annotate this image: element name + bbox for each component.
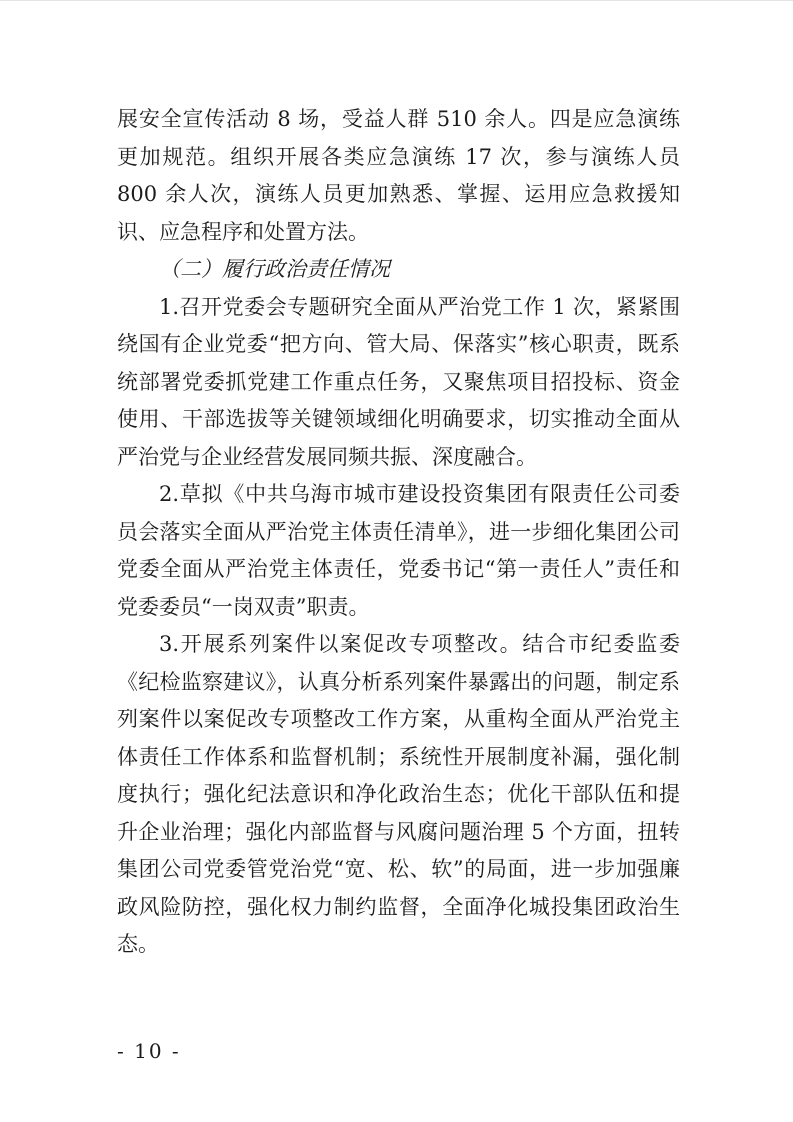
body-paragraph: 3.开展系列案件以案促改专项整改。结合市纪委监委《纪检监察建议》，认真分析系列案件暴露出的问题，制定系列案件以案促改专项整改工作方案，从重构全面从严治党主体责任工作体系和监督机制；系统性开展制度补漏，强化制度执行；强化纪法意识和净化政治生态；优化干部队伍和提升企业治理；强化内部监督与风腐问题治理 5 个方面，扭转集团公司党委管党治党“宽、松、软”的局面，进一步加强廉政风险防控，强化权力制约监督，全面净化城投集团政治生态。 — [117, 632, 680, 956]
page-number: - 10 - — [117, 1039, 181, 1063]
document-body — [117, 101, 680, 964]
scan-edge-line — [0, 0, 793, 1]
body-paragraph: 1.召开党委会专题研究全面从严治党工作 1 次，紧紧围绕国有企业党委“把方向、管大局、保落实”核心职责，既系统部署党委抓党建工作重点任务，又聚焦项目招投标、资金使用、干部选拔等关键领域细化明确要求，切实推动全面从严治党与企业经营发展同频共振、深度融合。 — [117, 294, 680, 469]
body-paragraph: 2.草拟《中共乌海市城市建设投资集团有限责任公司委员会落实全面从严治党主体责任清单》，进一步细化集团公司党委全面从严治党主体责任，党委书记“第一责任人”责任和党委委员“一岗双责”职责。 — [117, 482, 680, 619]
section-heading: （二）履行政治责任情况 — [159, 257, 390, 281]
body-paragraph: 展安全宣传活动 8 场，受益人群 510 余人。四是应急演练更加规范。组织开展各类应急演练 17 次，参与演练人员 800 余人次，演练人员更加熟悉、掌握、运用应急救援知识、应急程序和处置方法。 — [117, 107, 680, 244]
